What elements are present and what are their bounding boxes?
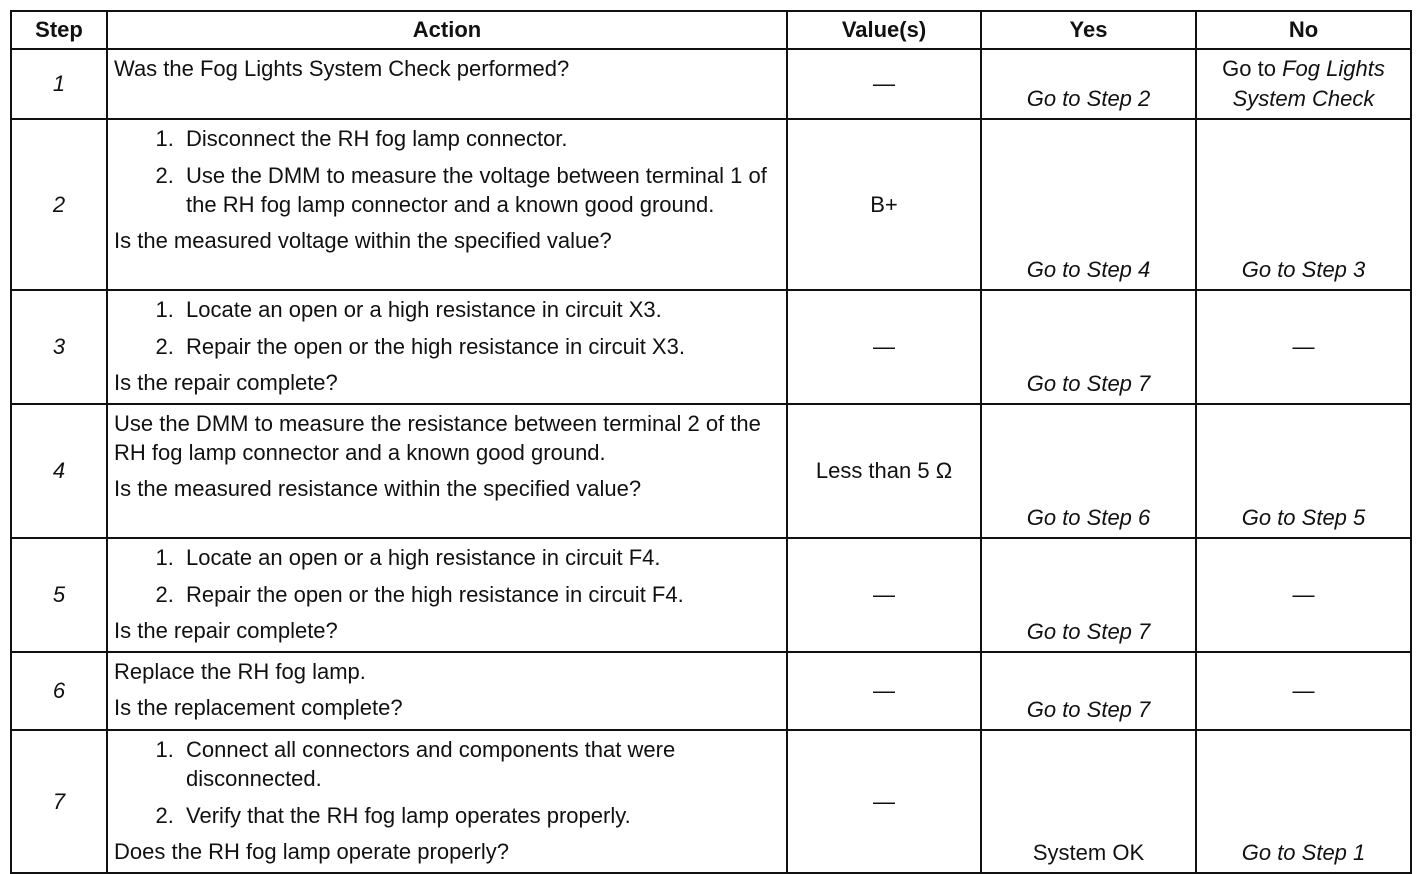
action-text: Use the DMM to measure the resistance between terminal 2 of the RH fog lamp connector and a known good ground. <box>114 411 761 465</box>
action-cell <box>107 404 787 538</box>
header-yes: Yes <box>981 11 1196 49</box>
action-question: Is the repair complete? <box>114 370 338 395</box>
no-cell: — <box>1196 538 1411 652</box>
table-row <box>11 404 1411 538</box>
yes-cell: Go to Step 6 <box>981 404 1196 538</box>
value-cell: — <box>787 652 981 730</box>
step-number: 7 <box>11 730 107 873</box>
table-row <box>11 119 1411 290</box>
no-cell: Go to Step 5 <box>1196 404 1411 538</box>
no-cell: — <box>1196 652 1411 730</box>
action-cell <box>107 652 787 730</box>
action-text: Was the Fog Lights System Check performed? <box>114 56 570 81</box>
action-item: 1. Locate an open or a high resistance in circuit X3. <box>180 295 780 324</box>
action-item: 2. Repair the open or the high resistance in circuit X3. <box>180 332 780 361</box>
yes-cell: Go to Step 7 <box>981 290 1196 404</box>
action-item: 2. Verify that the RH fog lamp operates properly. <box>180 801 780 830</box>
action-cell <box>107 119 787 290</box>
yes-cell: Go to Step 2 <box>981 49 1196 119</box>
action-item: 1. Disconnect the RH fog lamp connector. <box>180 124 780 153</box>
no-cell <box>1196 49 1411 119</box>
action-question: Is the measured resistance within the specified value? <box>114 476 642 501</box>
action-item: 2. Repair the open or the high resistance in circuit F4. <box>180 580 780 609</box>
action-question: Is the repair complete? <box>114 618 338 643</box>
header-action: Action <box>107 11 787 49</box>
header-values: Value(s) <box>787 11 981 49</box>
header-no: No <box>1196 11 1411 49</box>
table-row <box>11 290 1411 404</box>
no-prefix: Go to <box>1222 56 1276 81</box>
action-item: 1. Locate an open or a high resistance in circuit F4. <box>180 543 780 572</box>
table-row <box>11 49 1411 119</box>
no-line2: System Check <box>1232 86 1375 111</box>
no-cell: Go to Step 3 <box>1196 119 1411 290</box>
action-cell <box>107 290 787 404</box>
step-number: 2 <box>11 119 107 290</box>
yes-cell: Go to Step 7 <box>981 652 1196 730</box>
table-row <box>11 538 1411 652</box>
header-step: Step <box>11 11 107 49</box>
value-cell: — <box>787 538 981 652</box>
value-cell: — <box>787 290 981 404</box>
yes-cell: System OK <box>981 730 1196 873</box>
action-text: Replace the RH fog lamp. <box>114 659 366 684</box>
action-item: 1. Connect all connectors and components that were disconnected. <box>180 735 780 793</box>
value-cell: Less than 5 Ω <box>787 404 981 538</box>
no-cell: Go to Step 1 <box>1196 730 1411 873</box>
action-cell <box>107 730 787 873</box>
value-cell: — <box>787 730 981 873</box>
table-row <box>11 652 1411 730</box>
no-cell: — <box>1196 290 1411 404</box>
value-cell: — <box>787 49 981 119</box>
action-item: 2. Use the DMM to measure the voltage between terminal 1 of the RH fog lamp connector and a known good ground. <box>180 161 780 219</box>
header-row <box>11 11 1411 49</box>
action-question: Is the measured voltage within the specified value? <box>114 228 612 253</box>
action-question: Is the replacement complete? <box>114 695 403 720</box>
table-row <box>11 730 1411 873</box>
yes-cell: Go to Step 4 <box>981 119 1196 290</box>
step-number: 3 <box>11 290 107 404</box>
action-cell <box>107 538 787 652</box>
no-italic: Fog Lights <box>1282 56 1385 81</box>
step-number: 1 <box>11 49 107 119</box>
step-number: 4 <box>11 404 107 538</box>
step-number: 6 <box>11 652 107 730</box>
action-question: Does the RH fog lamp operate properly? <box>114 839 509 864</box>
yes-cell: Go to Step 7 <box>981 538 1196 652</box>
value-cell: B+ <box>787 119 981 290</box>
step-number: 5 <box>11 538 107 652</box>
action-cell <box>107 49 787 119</box>
diagnostic-table <box>10 10 1412 874</box>
